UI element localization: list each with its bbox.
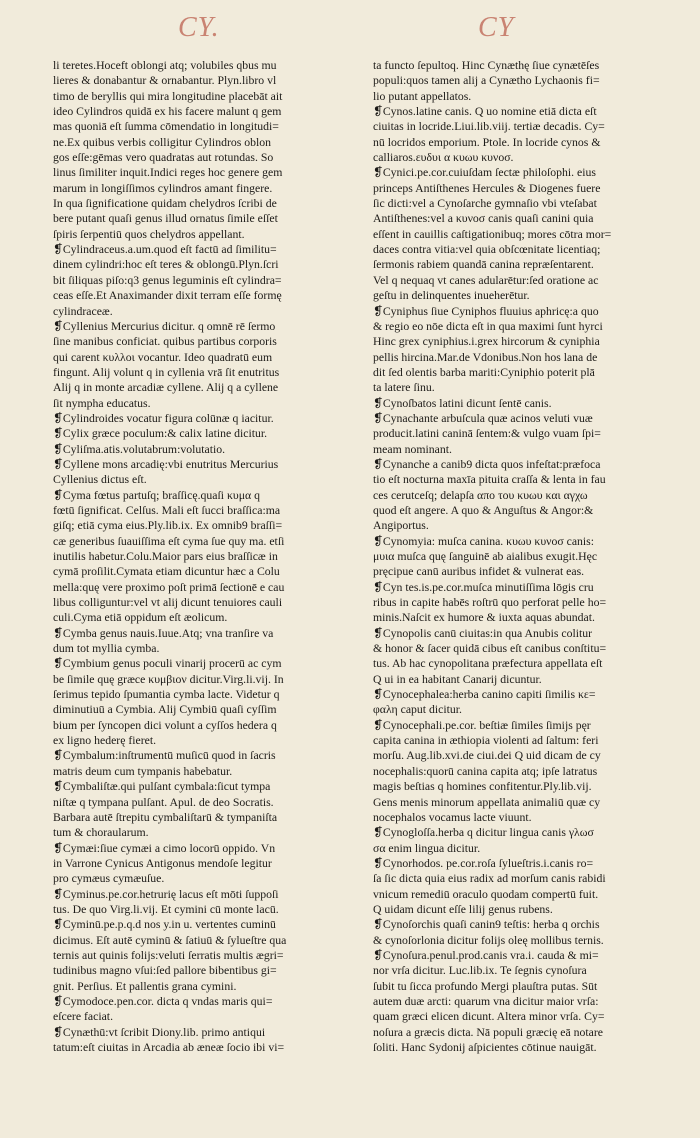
- text-line: lieres & donabantur & ornabantur. Plyn.libro vl: [53, 74, 277, 88]
- text-line: minis.Naſcit ex humore & iuxta aquas abundat.: [373, 611, 595, 625]
- text-line: Q ui in ea habitant Canarij dicuntur.: [373, 672, 542, 686]
- text-line: tus. De quo Virg.li.vij. Et cymini cū monte lacū.: [53, 902, 279, 916]
- text-line: tio eſt nocturna maxīa pituita craſſa & lenta in fau: [373, 473, 606, 487]
- text-line: daces contra vitia:vel quia obſcœnitate licentiaq;: [373, 243, 601, 257]
- text-line: Antiſthenes:vel a κυνοσ canis quaſi canini quia: [373, 212, 594, 226]
- text-line: cylindraceæ.: [53, 304, 113, 318]
- text-line: li teretes.Hoceft oblongi atq; volubiles qbus mu: [53, 59, 277, 72]
- text-line: ces cerutceſq; delapſa απο του κυωυ και αγχω: [373, 488, 588, 502]
- text-line: nocephalis:quorū canina capita atq; ipſe latratus: [373, 764, 598, 778]
- text-line: ſoliti. Hanc Sydonij aſpicientes cōtinue nauigāt.: [373, 1041, 597, 1054]
- text-line: tatum:eſt ciuitas in Arcadia ab æneæ ſocio ibi vi=: [53, 1041, 285, 1054]
- text-line: autem duæ arcti: quarum vna dicitur maior vrſa:: [373, 994, 599, 1008]
- running-header: [0, 10, 700, 54]
- text-line: & honor & ſacer quidā cibus eſt canibus conſtitu=: [373, 642, 607, 656]
- text-line: ❡Cynomyia: muſca canina. κυωυ κυνοσ canis:: [373, 534, 595, 548]
- text-line: ❡Cynachante arbuſcula quæ acinos veluti vuæ: [373, 411, 593, 425]
- text-line: ſit nympha educatus.: [53, 396, 151, 410]
- text-line: qui carent κυλλοι vocantur. Ideo quadratū eum: [53, 350, 273, 364]
- text-line: & regio eo nōe dicta eſt in qua maximi ſunt hyrci: [373, 319, 603, 333]
- text-line: be ſimile quę græce κυμβιον dicitur.Virg.li.vij. In: [53, 672, 284, 686]
- text-line: ❡Cyn tes.is.pe.cor.muſca minutiſſima lōgis cru: [373, 580, 594, 594]
- text-line: tudinibus magno vſui:ſed pallore bibentibus gi=: [53, 964, 277, 978]
- text-line: ❡Cyma fœtus partuſq; braſſicę.quaſi κυμα q: [53, 488, 260, 502]
- text-line: dum tot myllia cymba.: [53, 642, 160, 656]
- text-line: bium per ſyncopen dici volunt a cyſſos hedera q: [53, 718, 277, 732]
- text-line: ciuitas in locride.Liui.lib.viij. tertiæ decadis. Cy=: [373, 120, 605, 134]
- text-line: ❡Cymbaliſtæ.qui pulſant cymbala:ſicut tympa: [53, 780, 271, 794]
- text-line: diminutiuū a Cymbia. Alij Cymbiū quaſi cyſſim: [53, 703, 277, 717]
- text-line: vnicum remediū oraculo quodam compertū fuit.: [373, 887, 599, 901]
- text-line: tus. Ab hac cynopolitana præfectura appellata eſt: [373, 657, 603, 671]
- text-line: Alij q in monte arcadiæ cyllene. Alij q a cyllene: [53, 381, 279, 395]
- text-line: ſine manibus conficiat. quibus partibus corporis: [53, 335, 277, 349]
- text-line: ❡Cynæthū:vt ſcribit Diony.lib. primo antiqui: [53, 1025, 266, 1039]
- running-head-left: CY.: [178, 12, 220, 43]
- running-head-right: CY: [478, 12, 515, 43]
- text-line: ❡Cymbium genus poculi vinarij procerū ac cym: [53, 657, 282, 671]
- text-line: ❡Cymba genus nauis.Iuue.Atq; vna tranſire va: [53, 626, 274, 640]
- text-line: ideo Cylindros quidā ex his facere malunt q gem: [53, 105, 282, 119]
- text-line: ne.Ex quibus verbis colligitur Cylindros oblon: [53, 135, 272, 149]
- text-line: ceas eſſe.Et Anaximander dixit terram eſſe formę: [53, 289, 282, 303]
- text-line: ❡Cylindraceus.a.um.quod eſt factū ad ſimilitu=: [53, 243, 277, 257]
- text-line: tum & choraularum.: [53, 826, 149, 840]
- text-line: ternis aut quinis folijs:veluti ſerratis multis ægri=: [53, 948, 284, 962]
- text-line: ❡Cynici.pe.cor.cuiuſdam ſectæ philoſophi. eius: [373, 166, 596, 180]
- text-line: matris deum cum tympanis habebatur.: [53, 764, 233, 778]
- text-line: mella:quę vere proximo poſt primā ſectionē e cau: [53, 580, 285, 594]
- text-line: Barbara autē ſtrepitu cymbaliſtarū & tympaniſta: [53, 810, 278, 824]
- text-line: ſerimus tepido ſpumantia cymba lacte. Videtur q: [53, 688, 280, 702]
- text-line: ribus in capite habēs roſtrū quo perforat pelle ho=: [373, 596, 607, 610]
- text-line: fingunt. Alij volunt q in cyllenia vrā ſit enutritus: [53, 365, 280, 379]
- text-line: pellis hircina.Mar.de Vdonibus.Non hos lana de: [373, 350, 598, 364]
- text-line: ❡Cyllenius Mercurius dicitur. q omnē rē ſermo: [53, 319, 276, 333]
- text-line: culi.Cyma etiā oppidum eſt æolicum.: [53, 611, 228, 625]
- left-text-column: [53, 58, 355, 1055]
- text-line: ❡Cynos.latine canis. Q uo nomine etiā dicta eſt: [373, 105, 597, 119]
- text-line: ❡Cymodoce.pen.cor. dicta q vndas maris qui=: [53, 994, 273, 1008]
- text-line: ❡Cyniphus ſiue Cyniphos fluuius aphricę:a quo: [373, 304, 599, 318]
- text-line: nū locridos emporium. Ptole. In locride cynos &: [373, 135, 601, 149]
- text-line: ſic dicti:vel a Cynoſarche gymnaſio vbi vteſabat: [373, 197, 597, 211]
- text-line: nor vrſa dicitur. Luc.lib.ix. Te ſegnis cynoſura: [373, 964, 587, 978]
- text-line: ſubit tu ſicca profundo Mergi plauſtra putas. Sūt: [373, 979, 598, 993]
- text-line: ſpiris ſerpentiū quos chelydros appellant.: [53, 227, 245, 241]
- text-line: ❡Cynopolis canū ciuitas:in qua Anubis colitur: [373, 626, 593, 640]
- text-line: meam nominant.: [373, 442, 452, 456]
- text-line: ❡Cynoſbatos latini dicunt ſentē canis.: [373, 396, 552, 410]
- text-line: libus colliguntur:vel vt alij dicunt tenuiores cauli: [53, 596, 283, 610]
- text-line: quod eſt angere. A quo & Anguſtus & Angor:&: [373, 503, 594, 517]
- text-line: ❡Cynocephali.pe.cor. beſtiæ ſimiles ſimijs pęr: [373, 718, 591, 732]
- text-line: lio putant appellatos.: [373, 89, 472, 103]
- text-line: ❡Cynorhodos. pe.cor.roſa ſylueſtris.i.canis ro=: [373, 856, 594, 870]
- text-line: geſtu in delinquentes inueherētur.: [373, 289, 530, 303]
- text-line: Q uidam dicunt eſſe lilij genus rubens.: [373, 902, 553, 916]
- text-line: cæ generibus ſuauiſſima eſt cyma ſue quy ma. etſi: [53, 534, 285, 548]
- text-line: eſcere faciat.: [53, 1010, 114, 1024]
- text-line: ❡Cynogloſſa.herba q dicitur lingua canis γλωσ: [373, 826, 594, 840]
- text-line: pro cymæus cymæuſue.: [53, 872, 165, 886]
- text-line: μυια muſca quę ſanguinē ab aialibus exugit.Hęc: [373, 550, 598, 563]
- text-line: mas quoniā eſt ſumma cōmendatio in longitudi=: [53, 120, 279, 134]
- text-line: ❡Cynocephalea:herba canino capiti ſimilis κε=: [373, 688, 596, 702]
- right-text-column: [373, 58, 666, 1055]
- text-line: ta latere ſinu.: [373, 381, 435, 395]
- text-line: quam græci elicen dicunt. Altera minor vrſa. Cy=: [373, 1010, 605, 1024]
- text-line: Vel q nequaq vt canes adularētur:ſed oratione ac: [373, 273, 599, 287]
- text-line: magis beſtias q homines confitentur.Ply.lib.vij.: [373, 780, 592, 794]
- text-line: marum in longiſſimos cylindros amant fingere.: [53, 181, 273, 195]
- text-line: In qua ſignificatione quidam chelydros ſcribi de: [53, 197, 277, 211]
- text-line: in Varrone Cynicus Antigonus mendoſe legitur: [53, 856, 272, 870]
- text-line: ❡Cymæi:ſiue cymæi a cimo locorū oppido. Vn: [53, 841, 276, 855]
- text-line: dit ſed olentis barba mariti:Cyniphio poterit plā: [373, 365, 595, 379]
- text-line: gnit. Perſius. Et pallentis grana cymini.: [53, 979, 237, 993]
- text-line: bere putant quaſi genus illud ornatus ſimile eſſet: [53, 212, 278, 226]
- text-line: linus ſimiliter inquit.Indici reges hoc genere gem: [53, 166, 283, 180]
- text-line: ex ligno hederę fieret.: [53, 734, 157, 748]
- text-line: ❡Cynoſorchis quaſi canin9 teſtis: herba q orchis: [373, 918, 600, 932]
- text-line: & cynoſorlonia dicitur folijs oleę mollibus ternis.: [373, 933, 604, 947]
- text-line: populi:quos tamen alij a Cynætho Lychaonis fi=: [373, 74, 600, 88]
- text-line: bit ſiliquas piſo:q3 genus leguminis eſt cylindra=: [53, 273, 282, 287]
- text-line: Angiportus.: [373, 519, 429, 533]
- text-line: Hinc grex cyniphius.i.grex hircorum & cyniphia: [373, 335, 600, 349]
- text-line: timo de beryllis qui mira longitudine placebāt ait: [53, 89, 283, 103]
- text-line: calliaros.ευδυι α κυωυ κυνοσ.: [373, 151, 514, 165]
- text-line: dinem cylindri:hoc eſt teres & oblongū.Plyn.ſcri: [53, 258, 279, 272]
- text-line: Gens menis minorum appellata animaliū quæ cy: [373, 795, 601, 809]
- text-line: producit.latini caninā ſentem:& vulgo vuam ſpi=: [373, 427, 601, 441]
- text-line: pręcipue canū auribus infidet & vulnerat eas.: [373, 565, 585, 579]
- text-line: ❡Cyliſma.atis.volutabrum:volutatio.: [53, 442, 226, 456]
- text-line: ta functo ſepultoq. Hinc Cynæthę ſiue cynætēſes: [373, 59, 600, 72]
- text-line: noſura a græcis dicta. Nā populi græcię eā notare: [373, 1025, 604, 1039]
- text-line: giſq; etiā cyma eius.Ply.lib.ix. Ex omnib9 braſſi=: [53, 519, 283, 533]
- text-line: ❡Cyminus.pe.cor.hetrurię lacus eſt mōti ſuppoſi: [53, 887, 279, 901]
- text-line: dicimus. Eſt autē cyminū & ſatiuū & ſylueſtre qua: [53, 933, 287, 947]
- text-line: princeps Antiſthenes Hercules & Diogenes fuere: [373, 181, 601, 195]
- text-line: ❡Cylindroides vocatur figura colūnæ q iacitur.: [53, 411, 274, 425]
- text-line: ❡Cyminū.pe.p.q.d nos y.in u. vertentes cuminū: [53, 918, 276, 932]
- text-line: ❡Cylix græce poculum:& calix latine dicitur.: [53, 427, 268, 441]
- text-line: ❡Cynanche a canib9 dicta quos infeſtat:præfoca: [373, 457, 601, 471]
- text-line: ❡Cyllene mons arcadię:vbi enutritus Mercurius: [53, 457, 279, 471]
- text-line: ſa ſic dicta quia eius radix ad morſum canis rabidi: [373, 872, 606, 886]
- text-line: ❡Cymbalum:inſtrumentū muſicū quod in ſacris: [53, 749, 276, 763]
- text-line: fœtū ſignificat. Celſus. Mali eſt ſucci braſſica:ma: [53, 503, 281, 517]
- text-line: ❡Cynoſura.penul.prod.canis vra.i. cauda & mi=: [373, 948, 599, 962]
- text-line: nocephalos vocamus lacte viuunt.: [373, 810, 532, 824]
- text-line: niſtæ q tympana pulſant. Apul. de deo Socratis.: [53, 795, 274, 809]
- text-line: morſu. Aug.lib.xvi.de ciui.dei Q uid dicam de cy: [373, 749, 601, 763]
- text-line: ſermonis rabiem quandā canina repræſentarent.: [373, 258, 594, 272]
- text-line: eſſent in cauillis caſtigationibuq; mores cōtra mor=: [373, 227, 612, 241]
- text-line: gos eſſe:gēmas vero quadratas aut rotundas. So: [53, 151, 274, 165]
- text-line: φαλη caput dicitur.: [373, 703, 462, 717]
- text-line: Cyllenius dictus eſt.: [53, 473, 147, 487]
- text-line: σα enim lingua dicitur.: [373, 841, 481, 855]
- text-line: cymā proſilit.Cymata etiam dicuntur hæc a Colu: [53, 565, 280, 579]
- text-line: inutilis habetur.Colu.Maior pars eius braſſicæ in: [53, 550, 278, 563]
- text-line: capita canina in æthiopia violenti ad ſaltum: feri: [373, 734, 599, 748]
